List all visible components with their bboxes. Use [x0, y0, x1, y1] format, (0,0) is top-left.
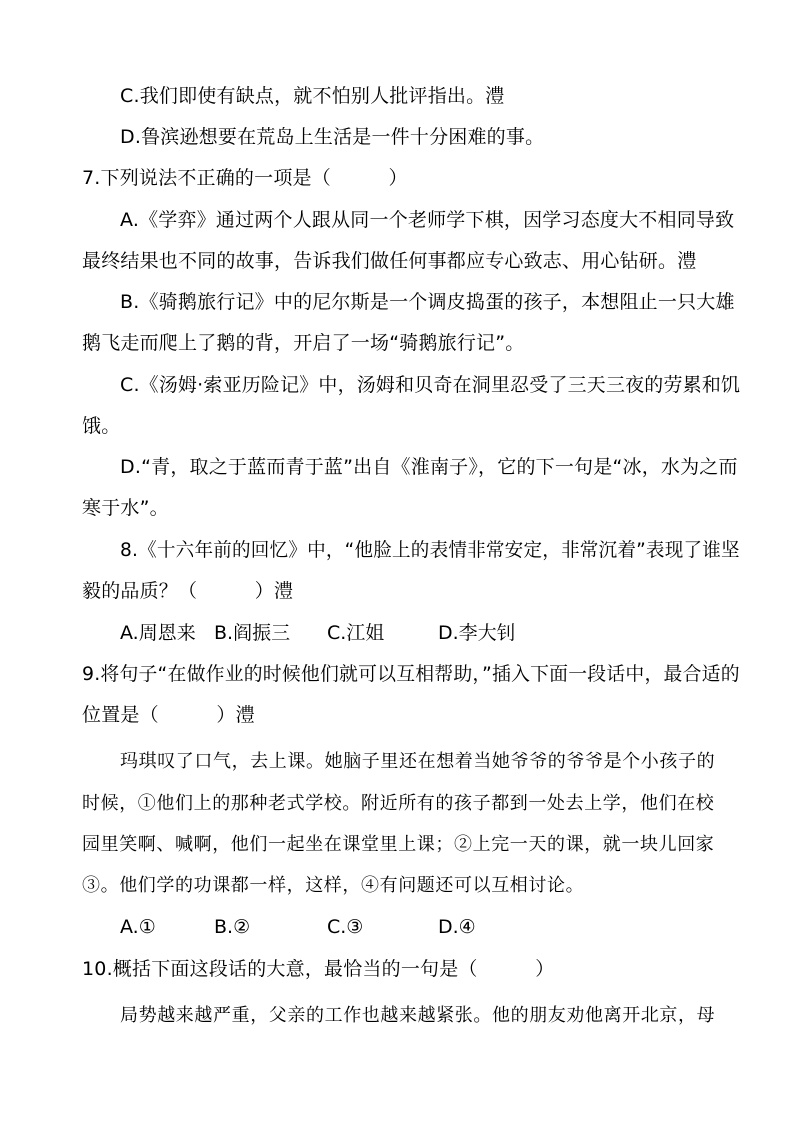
q9-option-a: A.① — [120, 916, 156, 938]
q7-option-a-line2: 最终结果也不同的故事，告诉我们做任何事都应专心致志、用心钻研。澧 — [82, 250, 697, 272]
q8-stem-line1: 8.《十六年前的回忆》中，“他脸上的表情非常安定，非常沉着”表现了谁坚 — [120, 539, 740, 561]
q8-option-b: B.阎振三 — [214, 622, 291, 644]
q8-option-a: A.周恩来 — [120, 622, 196, 644]
q8-option-d: D.李大钊 — [438, 622, 516, 644]
q9-passage-line1: 玛琪叹了口气，去上课。她脑子里还在想着当她爷爷的爷爷是个小孩子的 — [120, 751, 716, 772]
q8-stem-line2: 毅的品质？（ ）澧 — [82, 580, 294, 602]
q7-option-b-line2: 鹅飞走而爬上了鹅的背，开启了一场“骑鹅旅行记”。 — [82, 332, 525, 354]
q9-option-b: B.② — [214, 916, 251, 938]
q7-option-d-line1: D.“青，取之于蓝而青于蓝”出自《淮南子》，它的下一句是“冰，水为之而 — [120, 456, 738, 478]
q9-stem-line1: 9.将句子“在做作业的时候他们就可以互相帮助，”插入下面一段话中，最合适的 — [82, 663, 740, 685]
q8-option-c: C.江姐 — [327, 622, 385, 644]
q7-option-b-line1: B.《骑鹅旅行记》中的尼尔斯是一个调皮捣蛋的孩子，本想阻止一只大雄 — [120, 291, 735, 313]
q10-passage-line1: 局势越来越严重，父亲的工作也越来越紧张。他的朋友劝他离开北京，母 — [120, 1005, 716, 1026]
q7-option-c-line1: C.《汤姆·索亚历险记》中，汤姆和贝奇在洞里忍受了三天三夜的劳累和饥 — [120, 374, 741, 396]
q7-option-c-line2: 饿。 — [82, 415, 121, 437]
q9-option-c: C.③ — [327, 916, 364, 938]
q9-passage-line2: 时候，①他们上的那种老式学校。附近所有的孩子都到一处去上学，他们在校 — [82, 793, 715, 814]
q7-option-a-line1: A.《学弈》通过两个人跟从同一个老师学下棋，因学习态度大不相同导致 — [120, 209, 735, 231]
q7-option-d-line2: 寒于水”。 — [82, 497, 169, 519]
q9-passage-line4: ③。他们学的功课都一样，这样，④有问题还可以互相讨论。 — [82, 875, 585, 896]
q9-passage-line3: 园里笑啊、喊啊，他们一起坐在课堂里上课；②上完一天的课，就一块儿回家 — [82, 834, 715, 855]
q7-stem: 7.下列说法不正确的一项是（ ） — [82, 167, 408, 189]
q6-option-c: C.我们即使有缺点，就不怕别人批评指出。澧 — [120, 85, 505, 107]
q10-stem: 10.概括下面这段话的大意，最恰当的一句是（ ） — [82, 958, 555, 980]
q9-stem-line2: 位置是（ ）澧 — [82, 704, 255, 726]
q6-option-d: D.鲁滨逊想要在荒岛上生活是一件十分困难的事。 — [120, 126, 545, 148]
q9-option-d: D.④ — [438, 916, 476, 938]
